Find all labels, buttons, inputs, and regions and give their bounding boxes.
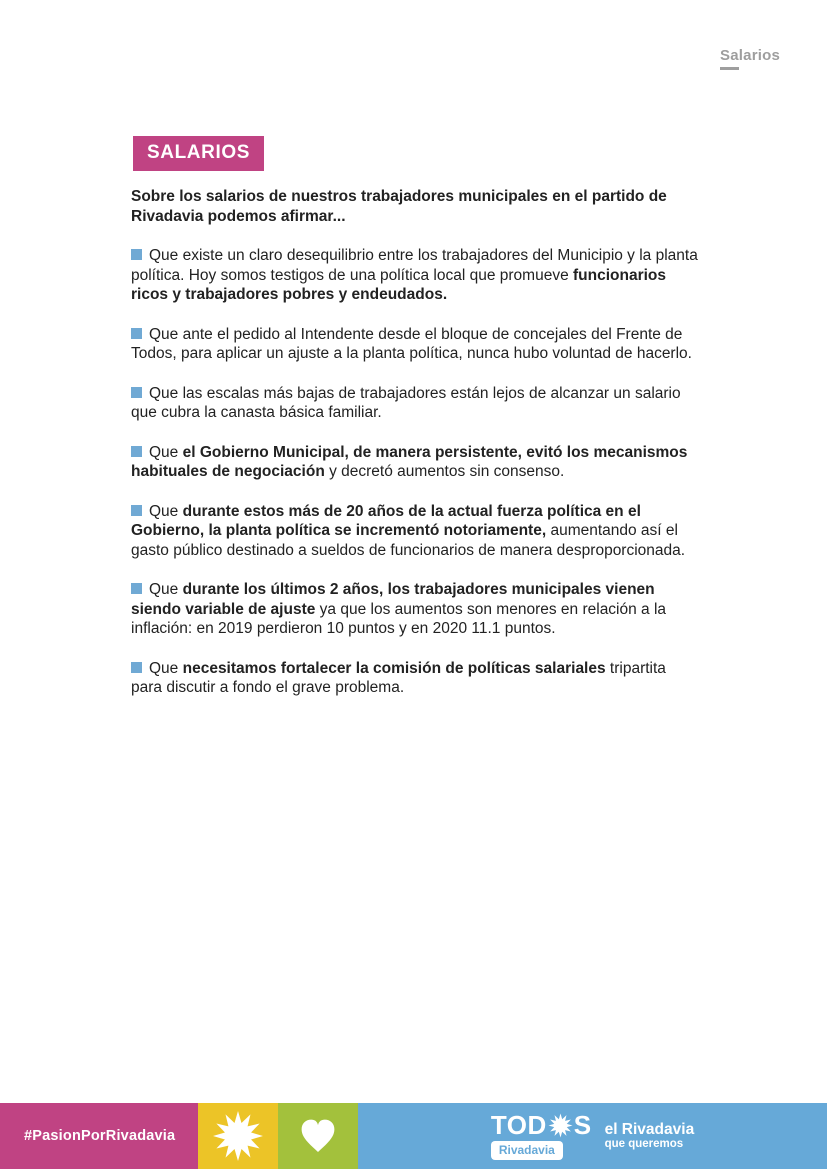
sun-icon [547, 1113, 574, 1138]
logo-tagline [605, 1122, 695, 1150]
bullet-text-run: Que [149, 581, 183, 598]
sun-icon [212, 1110, 264, 1162]
body-content [131, 187, 701, 718]
running-header-underline [720, 67, 739, 70]
running-header [720, 47, 780, 70]
bullet-text-run: durante estos más de 20 años de la actual fuerza política en el Gobierno, la planta política se incrementó notoriamente, [131, 502, 641, 539]
bullet-square-icon [131, 387, 142, 398]
todos-wordmark [491, 1112, 592, 1138]
bullet-square-icon [131, 249, 142, 260]
footer-green-block [278, 1103, 358, 1169]
footer-bar [0, 1103, 827, 1169]
bullet-text-run: Que las escalas más bajas de trabajadores están lejos de alcanzar un salario que cubra la canasta básica familiar. [131, 384, 681, 421]
footer-yellow-block [198, 1103, 278, 1169]
bullet-paragraph [131, 246, 701, 305]
bullet-paragraph [131, 580, 701, 639]
bullet-paragraph [131, 384, 701, 423]
bullet-text-run: ya que los aumentos son menores en relación a la inflación: en 2019 perdieron 10 puntos y en 2020 11.1 puntos. [131, 600, 667, 637]
bullet-paragraph [131, 443, 701, 482]
bullet-text-run: y decretó aumentos sin consenso. [324, 463, 565, 480]
bullet-list [131, 246, 701, 698]
tagline-line2: que queremos [604, 1138, 684, 1150]
todos-logo [491, 1112, 592, 1160]
bullet-square-icon [131, 505, 142, 516]
footer-hashtag: #PasionPorRivadavia [24, 1128, 176, 1144]
bullet-text-run: Que existe un claro desequilibrio entre los trabajadores del Municipio y la planta política. Hoy somos testigos de una política local que promueve [131, 247, 698, 284]
logo-region-badge: Rivadavia [491, 1141, 563, 1160]
section-title-badge: SALARIOS [133, 136, 264, 171]
bullet-square-icon [131, 328, 142, 339]
todos-word-end: S [573, 1110, 592, 1140]
footer-logo-block [358, 1103, 827, 1169]
bullet-text-run: Que ante el pedido al Intendente desde el bloque de concejales del Frente de Todos, para aplicar un ajuste a la planta política, nunca hubo voluntad de hacerlo. [131, 325, 692, 362]
footer-hashtag-block [0, 1103, 198, 1169]
bullet-square-icon [131, 446, 142, 457]
bullet-text-run: tripartita para discutir a fondo el grave problema. [131, 659, 666, 696]
bullet-paragraph [131, 659, 701, 698]
tagline-line1: el Rivadavia [604, 1121, 695, 1138]
bullet-text-run: el Gobierno Municipal, de manera persistente, evitó los mecanismos habituales de negociación [131, 443, 688, 480]
heart-icon [295, 1115, 341, 1157]
intro-paragraph: Sobre los salarios de nuestros trabajadores municipales en el partido de Rivadavia podemos afirmar... [131, 188, 667, 225]
bullet-text-run: necesitamos fortalecer la comisión de políticas salariales [182, 659, 606, 677]
bullet-text-run: Que [149, 502, 183, 520]
bullet-text-run: funcionarios ricos y trabajadores pobres y endeudados. [131, 266, 667, 303]
bullet-text-run: durante los últimos 2 años, los trabajadores municipales vienen siendo variable de ajuste [131, 581, 655, 618]
bullet-paragraph [131, 325, 701, 364]
bullet-paragraph [131, 502, 701, 561]
bullet-square-icon [131, 583, 142, 594]
bullet-square-icon [131, 662, 142, 673]
bullet-text-run: Que [149, 443, 183, 461]
bullet-text-run: Que [149, 659, 183, 677]
todos-word-start: TOD [490, 1110, 547, 1140]
bullet-text-run: aumentando así el gasto público destinado a sueldos de funcionarios de manera desproporcionada. [131, 522, 686, 559]
running-header-label: Salarios [720, 47, 780, 64]
